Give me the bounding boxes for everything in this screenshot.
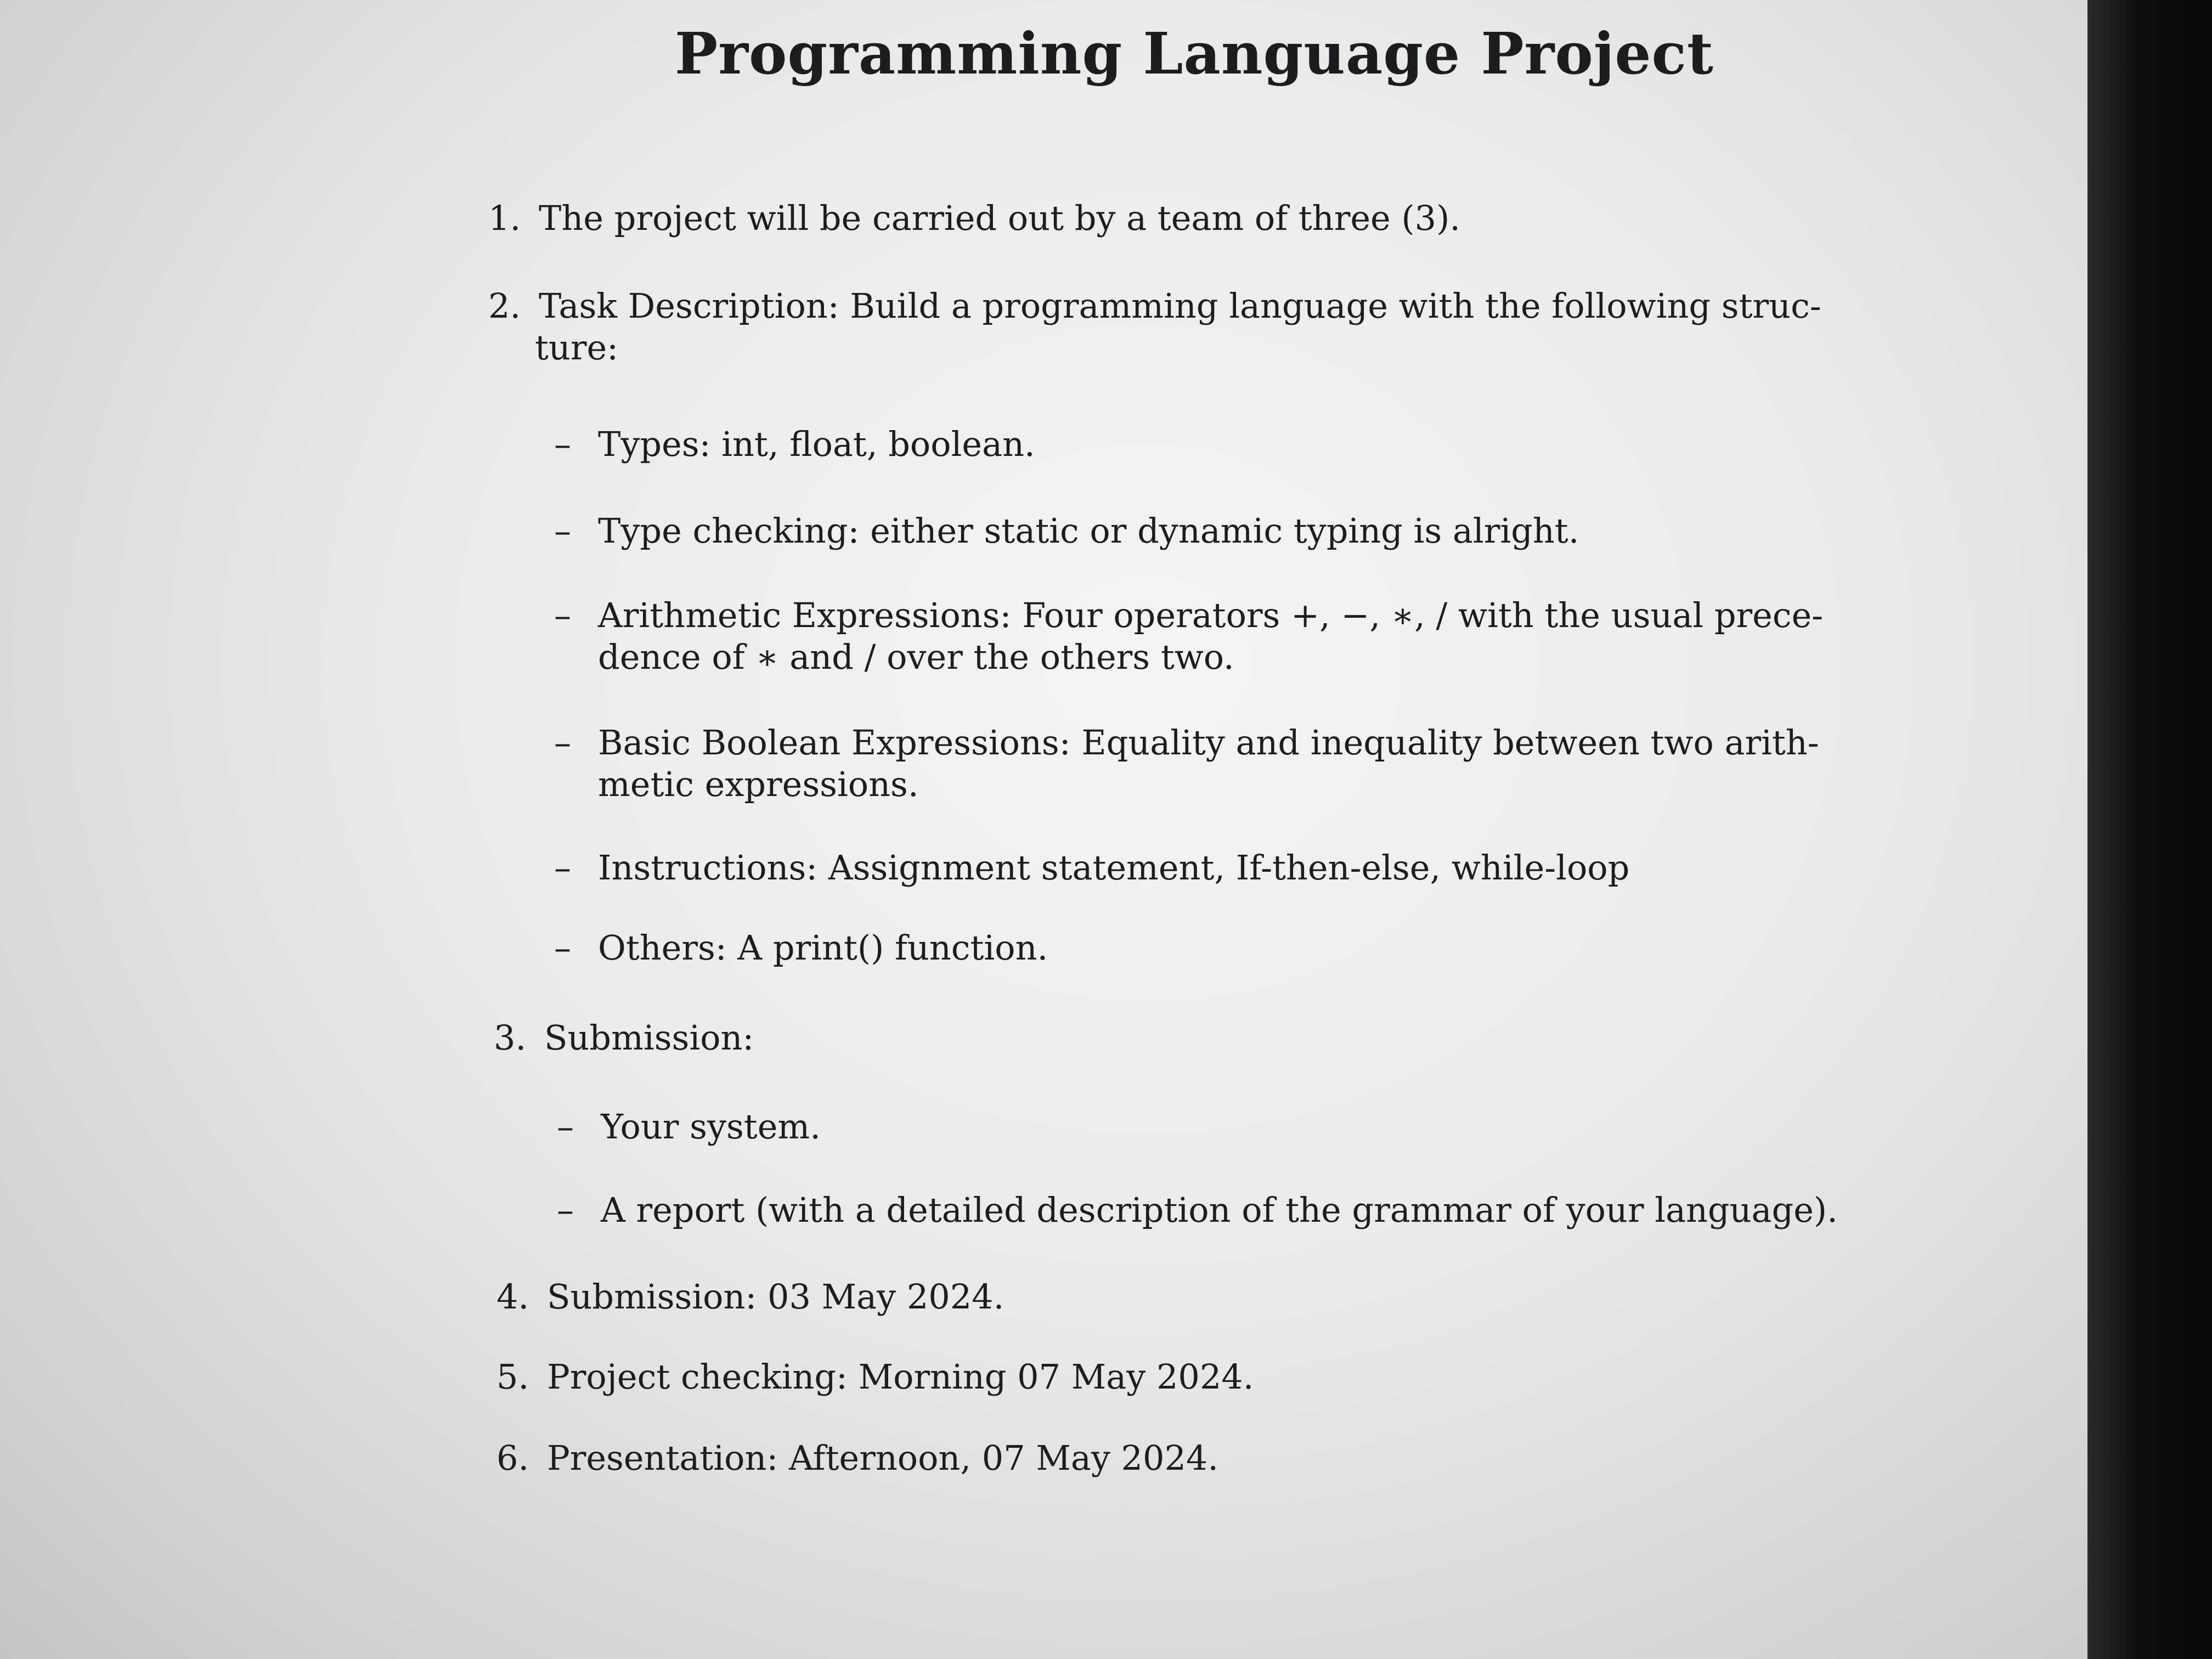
item-number: 1. — [488, 198, 521, 238]
dash-marker: – — [554, 511, 571, 551]
item-number: 4. — [496, 1277, 529, 1317]
bullet-text: Instructions: Assignment statement, If-then-else, while-loop — [598, 848, 1630, 888]
dash-marker: – — [554, 848, 571, 888]
bullet-boolean-continuation: metic expressions. — [598, 764, 919, 804]
bullet-text: Type checking: either static or dynamic typing is alright. — [598, 511, 1579, 551]
list-item-3 — [494, 1017, 754, 1059]
monitor-bezel — [2087, 0, 2212, 1659]
dash-marker: – — [554, 928, 571, 968]
bullet-text-line1: Arithmetic Expressions: Four operators +, −, ∗, / with the usual prece- — [598, 595, 1824, 635]
bullet-types — [554, 424, 1035, 465]
item-text: Submission: — [544, 1018, 754, 1058]
list-item-1 — [488, 198, 1460, 239]
item-number: 5. — [496, 1357, 529, 1397]
item-number: 3. — [494, 1018, 527, 1058]
bullet-type-checking — [554, 510, 1579, 552]
bullet-your-system — [557, 1106, 821, 1148]
bullet-text-line1: Basic Boolean Expressions: Equality and inequality between two arith- — [598, 723, 1819, 763]
list-item-4 — [496, 1276, 1004, 1318]
dash-marker: – — [554, 424, 571, 464]
dash-marker: – — [554, 595, 571, 635]
bullet-text: Others: A print() function. — [598, 928, 1048, 968]
item-text-line1: Task Description: Build a programming language with the following struc- — [539, 286, 1821, 326]
item-text: Presentation: Afternoon, 07 May 2024. — [547, 1438, 1219, 1478]
bullet-arithmetic-continuation: dence of ∗ and / over the others two. — [598, 637, 1234, 677]
dash-marker: – — [557, 1190, 574, 1230]
item-text: Submission: 03 May 2024. — [547, 1277, 1005, 1317]
item-text: The project will be carried out by a team of three (3). — [539, 198, 1460, 238]
list-item-5 — [496, 1356, 1254, 1398]
bullet-arithmetic — [554, 595, 1823, 636]
bullet-instructions — [554, 847, 1629, 889]
bullet-others — [554, 927, 1048, 969]
bullet-text: A report (with a detailed description of the grammar of your language). — [601, 1190, 1838, 1230]
item-number: 6. — [496, 1438, 529, 1478]
page-title: Programming Language Project — [675, 20, 1714, 87]
list-item-2 — [488, 285, 1821, 327]
bullet-report — [557, 1189, 1838, 1231]
bullet-text: Types: int, float, boolean. — [598, 424, 1035, 464]
dash-marker: – — [557, 1107, 574, 1147]
list-item-2-continuation: ture: — [535, 328, 619, 368]
bullet-boolean — [554, 722, 1819, 764]
item-text: Project checking: Morning 07 May 2024. — [547, 1357, 1254, 1397]
list-item-6 — [496, 1437, 1218, 1479]
item-number: 2. — [488, 286, 521, 326]
bullet-text: Your system. — [601, 1107, 821, 1147]
dash-marker: – — [554, 723, 571, 763]
